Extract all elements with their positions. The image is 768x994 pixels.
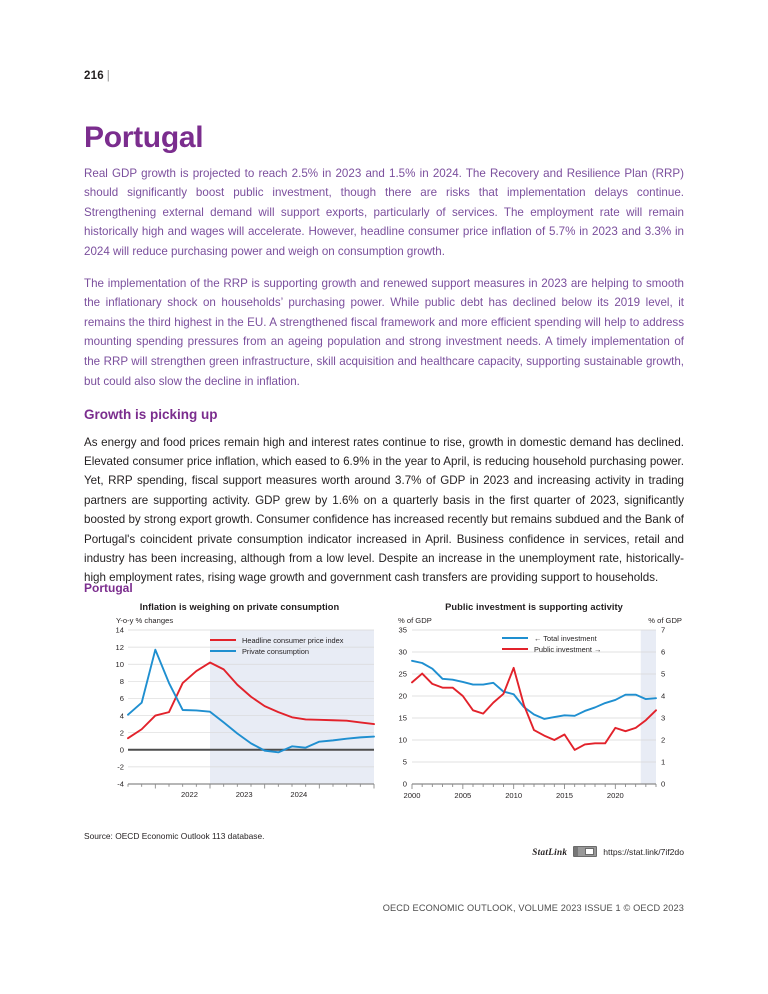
statlink[interactable] [532,846,684,857]
y-tick-label-right: 7 [661,625,666,635]
y-tick-label-left: 15 [398,713,407,723]
chart-inflation-ylabel: Y-o-y % changes [116,616,174,625]
statlink-url[interactable]: https://stat.link/7if2do [603,846,684,857]
statlink-label: StatLink [532,846,568,857]
chart-investment-plot [384,614,684,819]
y-tick-label-left: 25 [398,669,407,679]
y-tick-label: -2 [117,762,124,772]
y-tick-label-left: 10 [398,735,407,745]
figure-source: Source: OECD Economic Outlook 113 database. [84,831,265,841]
x-tick-label: 2020 [606,791,624,800]
page-title: Portugal [84,121,204,155]
series-line [412,661,656,719]
statlink-barcode-icon [573,846,597,857]
chart-investment [384,602,684,824]
legend-label: Headline consumer price index [242,635,344,645]
y-tick-label: 12 [115,642,124,652]
y-tick-label: 8 [119,677,124,687]
y-tick-label-left: 5 [402,757,407,767]
y-tick-label-right: 0 [661,779,666,789]
chart-inflation-title: Inflation is weighing on private consumption [139,602,340,612]
chart-inflation-plot [102,614,377,819]
y-tick-label-left: 30 [398,647,407,657]
lead-paragraph-2: The implementation of the RRP is supporting growth and renewed support measures in 2023 are helping to smooth the inflationary shock on households’ purchasing power. While public debt has declined below its 2019 level, it remains the third highest in the EU. A strengthened fiscal framework and more efficient spending will help to address mounting spending pressures from an ageing population and strong investment needs. A timely implementation of the RRP will strengthen green infrastructure, skill acquisition and healthcare capacity, supporting sustainable growth, but could also slow the decline in inflation. [84,276,684,388]
y-tick-label-left: 35 [398,625,407,635]
y-tick-label-right: 2 [661,735,666,745]
legend-label: Public investment → [534,644,602,654]
legend-label: ← Total investment [534,633,597,643]
page-footer: OECD ECONOMIC OUTLOOK, VOLUME 2023 ISSUE 1 © OECD 2023 [382,903,684,913]
chart-investment-title: Public investment is supporting activity [445,602,623,612]
chart-investment-ylabel-right: % of GDP [648,616,682,625]
chart-inflation [102,602,377,824]
x-tick-label: 2022 [181,790,198,799]
x-tick-label: 2010 [505,791,523,800]
y-tick-label: 0 [119,745,124,755]
y-tick-label-right: 5 [661,669,666,679]
page-number-value: 216 [84,70,104,82]
y-tick-label: 2 [119,728,124,738]
y-tick-label: 4 [119,711,124,721]
x-tick-label: 2000 [403,791,421,800]
x-tick-label: 2015 [556,791,573,800]
chart-investment-ylabel-left: % of GDP [398,616,432,625]
y-tick-label-right: 4 [661,691,666,701]
figure-country-label: Portugal [84,581,133,595]
y-tick-label-right: 3 [661,713,666,723]
y-tick-label: 14 [115,625,124,635]
lead-paragraph-1: Real GDP growth is projected to reach 2.5% in 2023 and 1.5% in 2024. The Recovery and Resilience Plan (RRP) should significantly boost public investment, though there are risks that implementation delays continue. Strengthening external demand will support exports, particularly of services. The employment rate will remain historically high and wages will accelerate. However, headline consumer price inflation of 5.7% in 2023 and 3.3% in 2024 will reduce purchasing power and weigh on consumption growth. [84,166,684,258]
y-tick-label-right: 1 [661,757,666,767]
section-body-paragraph: As energy and food prices remain high and interest rates continue to rise, growth in domestic demand has declined. Elevated consumer price inflation, which eased to 6.9% in the year to April, is reducing household purchasing power. Yet, RRP spending, fiscal support measures worth around 3.7% of GDP in 2023 and increasing activity in trading partners are supporting activity. GDP grew by 1.6% on a quarterly basis in the first quarter of 2023, significantly boosted by strong export growth. Consumer confidence has increased recently but remains subdued and the Bank of Portugal's coincident private consumption indicator increased in April. Business confidence in services, retail and industry has been increasing, although from a low level. Despite an increase in the unemployment rate, historically-high employment rates, rising wage growth and government cash transfers are providing support to households. [84,435,685,585]
x-tick-label: 2023 [235,790,253,799]
x-tick-label: 2005 [454,791,472,800]
x-tick-label: 2024 [290,790,308,799]
page-number [84,70,110,82]
section-heading: Growth is picking up [84,407,218,423]
page-number-separator: | [106,70,110,82]
legend-label: Private consumption [242,646,309,656]
y-tick-label-left: 20 [398,691,407,701]
figure-charts [84,602,684,824]
y-tick-label-right: 6 [661,647,666,657]
y-tick-label-left: 0 [402,779,407,789]
y-tick-label: 6 [119,694,124,704]
y-tick-label: 10 [115,659,124,669]
y-tick-label: -4 [117,779,124,789]
forecast-shading [641,630,656,784]
